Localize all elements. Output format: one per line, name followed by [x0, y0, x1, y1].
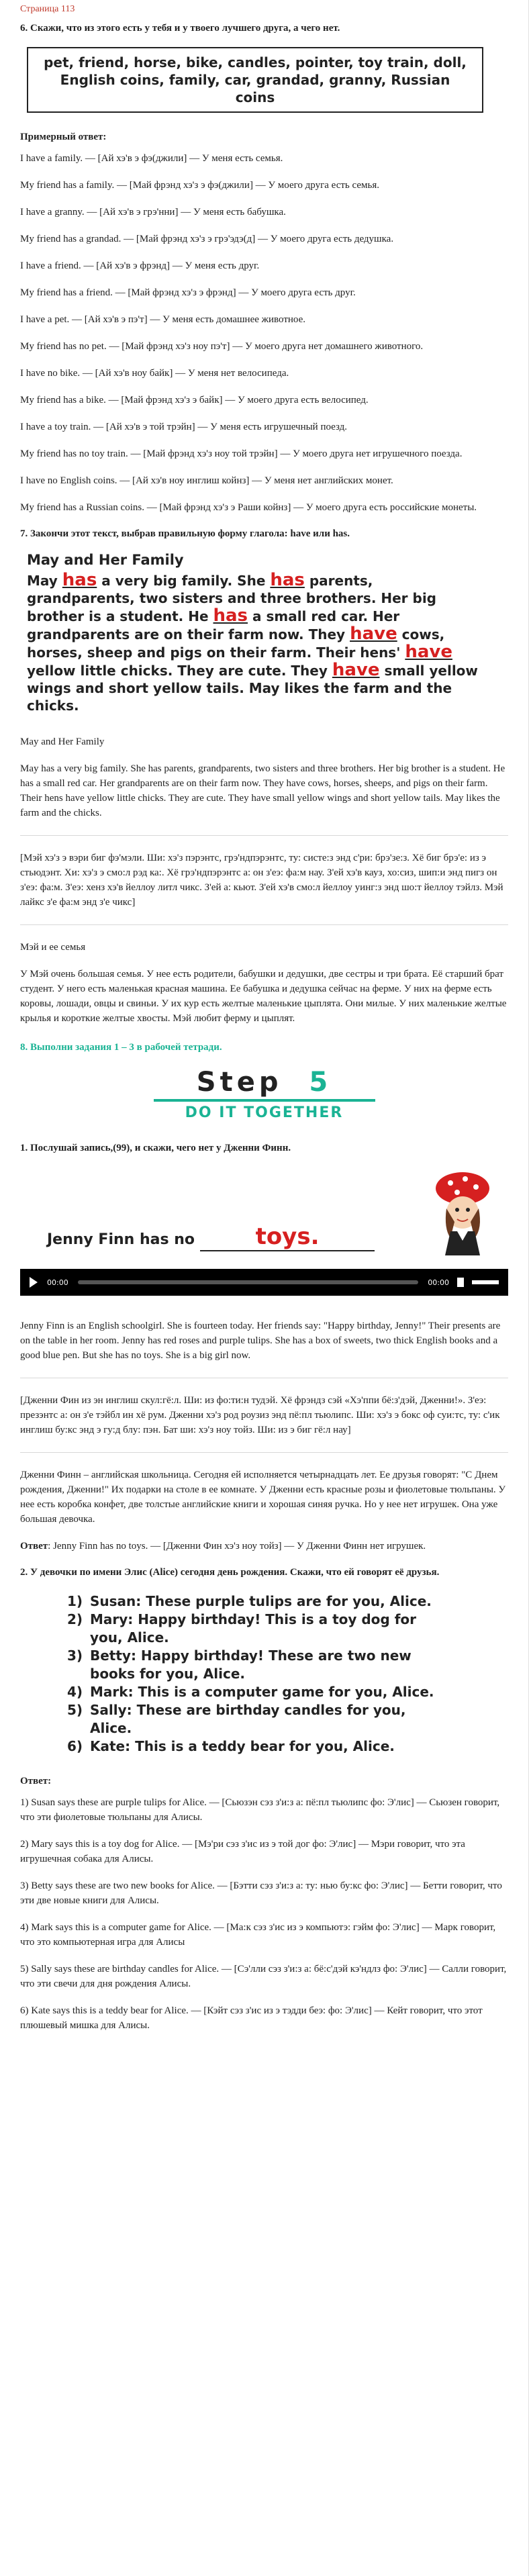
text-body: May has a very big family. She has parents, grandparents, two sisters and three brothers. Her big brother is a student. He has a small red car. Her grandparents are on their farm now. They have cows, horses, sheeps, and pigs on their farm. Their hens have yellow little chicks. They are cute. They have small yellow wings and short yellow tails. May likes the farm and the chicks.: [20, 763, 506, 818]
item-text: Mary: Happy birthday! This is a toy dog for you, Alice.: [90, 1611, 417, 1645]
item-text: Sally: These are birthday candles for you, Alice.: [90, 1702, 406, 1736]
step-heading: [154, 1067, 375, 1098]
answer-line: 5) Sally says these are birthday candles for Alice. — [Сэ'лли сэз з'и:з а: бё:с'дэй кэ'ндлз фо: Э'лис] — Салли говорит, что эти свечи для дня рождения Алисы.: [20, 1964, 507, 1989]
story-title: May and Her Family: [27, 552, 184, 568]
page-number: Страница 113: [20, 4, 75, 14]
answer-line: I have a pet. — [Ай хэ'в э пэ'т] — У меня есть домашнее животное.: [20, 314, 305, 325]
list-item: [67, 1683, 443, 1701]
answer-blank: [200, 1223, 375, 1251]
audio-progress-bar[interactable]: [78, 1280, 419, 1284]
jenny-prompt: Jenny Finn has no: [47, 1231, 195, 1248]
answer-line: I have no bike. — [Ай хэ'в ноу байк] — У меня нет велосипеда.: [20, 368, 289, 379]
item-text: Kate: This is a teddy bear for you, Alice.: [90, 1738, 395, 1754]
answer-line: 6) Kate says this is a teddy bear for Alice. — [Кэйт сэз з'ис из э тэдди беэ: фо: Э'лис] — Кейт говорит, что этот плюшевый мишка для Алисы.: [20, 2005, 483, 2031]
answer-line: I have a family. — [Ай хэ'в э фэ(джили] — У меня есть семья.: [20, 153, 283, 164]
transcription: [Мэй хэ'з э вэри биг фэ'мэли. Ши: хэ'з пэрэнтс, грэ'ндпэрэнтс, ту: систе:з энд с'ри: брэ'зе:з. Хё биг брэ'е: из э стьюдэнт. Хи: хэ'з э смо:л рэд ка:. Хё грэ'ндпэрэнтс а: он з'еэ: фа:м нау. З'ей хэ'в кауз, хо:сиз, шип:и энд пигз он з'еэ: фа:м. З'еэ: хенз хэ'в йеллоу литл чикс. З'ей а: кьют. З'ей хэ'в смо:л йеллоу уинг:з энд шо:т йеллоу тэйлз. Мэй лайкс з'е фа:м энд з'е чикс]: [20, 853, 503, 908]
filled-verb: have: [332, 660, 380, 680]
answer-label: Ответ: [20, 1541, 48, 1552]
item-number: 4): [67, 1684, 83, 1700]
jenny-translation: Дженни Финн – английская школьница. Сегодня ей исполняется четырнадцать лет. Ее друзья говорят: "С Днем рождения, Дженни!" Их подарки на столе в ее комнате. У Дженни есть красные розы и фиолетовые тюльпаны. У нее есть коробка конфет, две толстые английские книги и хорошая синяя ручка. Но у нее нет игрушек. Она уже большая девочка.: [20, 1470, 506, 1525]
task8-title: 8. Выполни задания 1 – 3 в рабочей тетради.: [20, 1042, 222, 1053]
volume-icon[interactable]: [457, 1278, 464, 1287]
answer-line: My friend has a family. — [Май фрэнд хэ'з э фэ(джили] — У моего друга есть семья.: [20, 180, 379, 191]
answer-line: 2) Mary says this is a toy dog for Alice. — [Мэ'ри сэз з'ис из э той дог фо: Э'лис] — Мэри говорит, что эта игрушечная собака для Алисы.: [20, 1839, 465, 1864]
answer-line: My friend has a bike. — [Май фрэнд хэ'з э байк] — У моего друга есть велосипед.: [20, 395, 369, 406]
translation: У Мэй очень большая семья. У нее есть родители, бабушки и дедушки, две сестры и три брата. Её старший брат студент. У него есть маленькая красная машина. Ее бабушка и дедушка сейчас на ферме. У них на ферме есть коровы, лошади, овцы и свиньи. У их кур есть желтые маленькие цыплята. Они милые. У них маленькие желтые крылья и короткие желтые хвосты. Мэй любит ферму и цыплят.: [20, 969, 507, 1024]
jenny-sentence: [47, 1223, 375, 1251]
story-text: May: [27, 573, 62, 589]
word-box: pet, friend, horse, bike, candles, pointer, toy train, doll, English coins, family, car, grandad, granny, Russian coins: [27, 47, 483, 113]
divider: [20, 1452, 508, 1453]
answer-line: I have a toy train. — [Ай хэ'в э той трэйн] — У меня есть игрушечный поезд.: [20, 422, 348, 432]
list-item: [67, 1647, 443, 1683]
task2-title: 2. У девочки по имени Элис (Alice) сегодня день рождения. Скажи, что ей говорят её друзья.: [20, 1567, 440, 1578]
speech-list: [67, 1592, 443, 1756]
item-text: Mark: This is a computer game for you, Alice.: [90, 1684, 434, 1700]
jenny-exercise: [20, 1168, 508, 1262]
item-text: Susan: These purple tulips are for you, Alice.: [90, 1593, 432, 1609]
list-item: [67, 1611, 443, 1647]
story-text: a small red car. Her grandparents are on their farm now. They: [27, 608, 400, 642]
task1-answer: [20, 1539, 508, 1554]
list-item: [67, 1592, 443, 1611]
step-subtitle: DO IT TOGETHER: [154, 1099, 375, 1121]
answer-line: My friend has a friend. — [Май фрэнд хэ'з э фрэнд] — У моего друга есть друг.: [20, 287, 356, 298]
divider: [20, 924, 508, 925]
answer-line: I have a friend. — [Ай хэ'в э фрэнд] — У меня есть друг.: [20, 260, 260, 271]
item-number: 5): [67, 1702, 83, 1718]
filled-verb: has: [270, 570, 305, 590]
audio-duration: 00:00: [428, 1278, 449, 1287]
girl-illustration-icon: [430, 1168, 495, 1255]
answer-line: I have a granny. — [Ай хэ'в э грэ'нни] — У меня есть бабушка.: [20, 207, 286, 218]
item-number: 3): [67, 1648, 83, 1664]
step-word: Step: [196, 1067, 283, 1098]
answer-line: 3) Betty says these are two new books for Alice. — [Бэтти сэз з'и:з а: ту: нью бу:кс фо: Э'лис] — Бетти говорит, что эти две новые книги для Алисы.: [20, 1880, 502, 1906]
step-banner: [154, 1067, 375, 1121]
answer-text: : Jenny Finn has no toys. — [Дженни Фин хэ'з ноу тойз] — У Дженни Финн нет игрушек.: [48, 1541, 426, 1552]
task2-answer-title: Ответ:: [20, 1776, 52, 1786]
audio-player[interactable]: [20, 1269, 508, 1296]
answer-line: My friend has a grandad. — [Май фрэнд хэ'з э грэ'эдэ(д] — У моего друга есть дедушка.: [20, 234, 394, 244]
task1-title: 1. Послушай запись,(99), и скажи, чего нет у Дженни Финн.: [20, 1143, 291, 1153]
filled-verb: has: [213, 606, 248, 626]
filled-verb: have: [350, 624, 397, 644]
item-text: Betty: Happy birthday! These are two new books for you, Alice.: [90, 1648, 412, 1682]
list-item: [67, 1737, 443, 1756]
filled-verb: have: [405, 642, 452, 662]
list-item: [67, 1701, 443, 1737]
text-title: May and Her Family: [20, 736, 105, 747]
story-exercise: [27, 551, 483, 714]
story-text: a very big family. She: [97, 573, 271, 589]
story-text: yellow little chicks. They are cute. They: [27, 663, 332, 679]
task6-title: 6. Скажи, что из этого есть у тебя и у твоего лучшего друга, а чего нет.: [20, 23, 340, 34]
answer-line: My friend has no pet. — [Май фрэнд хэ'з ноу пэ'т] — У моего друга нет домашнего животного.: [20, 341, 424, 352]
play-icon[interactable]: [30, 1277, 38, 1288]
jenny-transcription: [Дженни Фин из эн инглиш скул:гё:л. Ши: из фо:ти:н тудэй. Хё фрэндз сэй «Хэ'ппи бё:з'дэй, Дженни!». З'еэ: презэнтс а: он з'е тэйбл ин хё рум. Дженни хэ'з род роузиз энд пё:пл тьюлипс. Ши: хэ'з э бокс оф суи:тс, ту: с'ик инглиш бу:кс энд э гу:д блу: пэн. Бат ши: хэ'з ноу тойз. Ши: из э биг гё:л нау]: [20, 1395, 500, 1435]
item-number: 6): [67, 1738, 83, 1754]
answer-line: 1) Susan says these are purple tulips for Alice. — [Сьюзэн сэз з'и:з а: пё:пл тьюлипс фо: Э'лис] — Сьюзен говорит, что эти фиолетовые тюльпаны для Алисы.: [20, 1797, 500, 1823]
translation-title: Мэй и ее семья: [20, 942, 86, 953]
jenny-answer: toys.: [255, 1223, 320, 1250]
sample-answer-title: Примерный ответ:: [20, 132, 107, 142]
story-text: cows, horses, sheep and pigs on their farm. Their hens': [27, 626, 445, 661]
item-number: 1): [67, 1593, 83, 1609]
answer-line: My friend has no toy train. — [Май фрэнд хэ'з ноу той трэйн] — У моего друга нет игрушечного поезда.: [20, 448, 463, 459]
jenny-text: Jenny Finn is an English schoolgirl. She is fourteen today. Her friends say: "Happy birthday, Jenny!" Their presents are on the table in her room. Jenny has red roses and purple tulips. She has a box of sweets, two thick English books and a good blue pen. But she has no toys. She is a big girl now.: [20, 1321, 501, 1361]
step-number: 5: [309, 1067, 332, 1098]
answer-line: 4) Mark says this is a computer game for Alice. — [Ма:к сэз з'ис из э компьютэ: гэйм фо: Э'лис] — Марк говорит, что это компьютерная игра для Алисы: [20, 1922, 496, 1948]
answer-line: I have no English coins. — [Ай хэ'в ноу инглиш койнз] — У меня нет английских монет.: [20, 475, 393, 486]
task7-title: 7. Закончи этот текст, выбрав правильную форму глагола: have или has.: [20, 528, 350, 539]
story-text: parents, grandparents, two sisters and three brothers. Her big brother is a student. He: [27, 573, 436, 624]
task6-answers: [20, 151, 508, 515]
filled-verb: has: [62, 570, 97, 590]
answer-line: My friend has a Russian coins. — [Май фрэнд хэ'з э Раши койнз] — У моего друга есть российские монеты.: [20, 502, 477, 513]
item-number: 2): [67, 1611, 83, 1627]
divider: [20, 835, 508, 836]
audio-current-time: 00:00: [47, 1278, 68, 1287]
volume-slider[interactable]: [472, 1280, 499, 1284]
story-text: small yellow wings and short yellow tails. May likes the farm and the chicks.: [27, 663, 478, 714]
